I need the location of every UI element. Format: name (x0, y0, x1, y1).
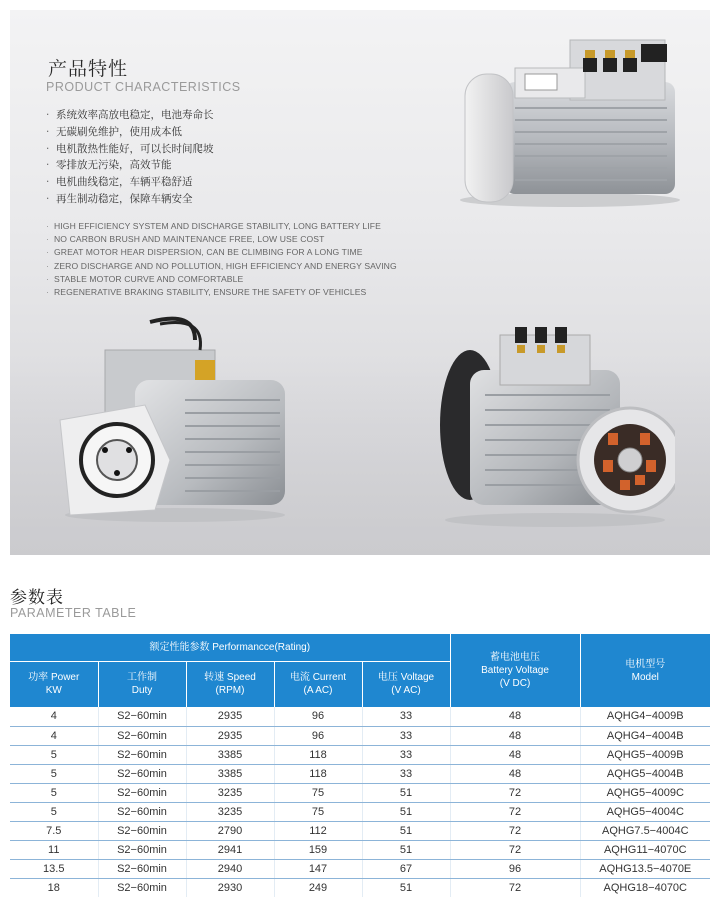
current-cell: 112 (274, 821, 362, 840)
battery-voltage-cell: 72 (450, 802, 580, 821)
speed-cell: 2935 (186, 707, 274, 726)
current-cell: 147 (274, 859, 362, 878)
speed-cell: 3385 (186, 764, 274, 783)
table-row (10, 859, 710, 878)
characteristics-title-en: PRODUCT CHARACTERISTICS (46, 80, 241, 94)
current-cell: 96 (274, 726, 362, 745)
voltage-cell: 33 (362, 726, 450, 745)
table-row (10, 802, 710, 821)
model-cell: AQHG13.5−4070E (580, 859, 710, 878)
table-row (10, 745, 710, 764)
speed-cell: 3385 (186, 745, 274, 764)
characteristic-en-item: · STABLE MOTOR CURVE AND COMFORTABLE (46, 273, 397, 286)
voltage-cell: 67 (362, 859, 450, 878)
current-cell: 249 (274, 878, 362, 897)
characteristic-cn-item: · 零排放无污染，高效节能 (46, 157, 214, 174)
duty-cell: S2−60min (98, 802, 186, 821)
product-hero-panel (10, 10, 710, 555)
power-cell: 13.5 (10, 859, 98, 878)
duty-cell: S2−60min (98, 745, 186, 764)
duty-cell: S2−60min (98, 764, 186, 783)
characteristic-cn-item: · 电机曲线稳定，车辆平稳舒适 (46, 174, 214, 191)
duty-column-header (98, 661, 186, 707)
table-row (10, 764, 710, 783)
model-cell: AQHG4−4004B (580, 726, 710, 745)
voltage-header-unit: (V AC) (391, 685, 421, 697)
speed-header-label: 转速 Speed (204, 672, 256, 684)
model-cell: AQHG5−4009C (580, 783, 710, 802)
motor-image-left (45, 310, 295, 525)
battery-voltage-header-en: Battery Voltage (481, 665, 549, 676)
model-cell: AQHG18−4070C (580, 878, 710, 897)
characteristic-cn-item: · 系统效率高放电稳定，电池寿命长 (46, 107, 214, 124)
duty-header-label: 工作制 (127, 672, 157, 684)
characteristic-cn-item: · 无碳刷免维护，使用成本低 (46, 124, 214, 141)
characteristics-title-cn: 产品特性 (48, 58, 129, 80)
speed-header-unit: (RPM) (215, 685, 245, 697)
speed-cell: 3235 (186, 802, 274, 821)
speed-cell: 2941 (186, 840, 274, 859)
duty-cell: S2−60min (98, 726, 186, 745)
duty-cell: S2−60min (98, 859, 186, 878)
battery-voltage-header (450, 634, 580, 707)
voltage-column-header (362, 661, 450, 707)
voltage-cell: 51 (362, 802, 450, 821)
characteristic-en-item: · NO CARBON BRUSH AND MAINTENANCE FREE, LOW USE COST (46, 233, 397, 246)
table-row (10, 726, 710, 745)
performance-group-header: 额定性能参数 Performancce(Rating) (10, 634, 450, 661)
model-cell: AQHG4−4009B (580, 707, 710, 726)
current-header-unit: (A AC) (303, 685, 333, 697)
battery-voltage-cell: 48 (450, 745, 580, 764)
current-cell: 118 (274, 745, 362, 764)
characteristic-en-item: · GREAT MOTOR HEAR DISPERSION, CAN BE CLIMBING FOR A LONG TIME (46, 246, 397, 259)
table-row (10, 840, 710, 859)
power-cell: 4 (10, 726, 98, 745)
table-row (10, 707, 710, 726)
model-header-cn: 电机型号 (625, 658, 666, 670)
battery-voltage-cell: 72 (450, 821, 580, 840)
characteristic-en-item: · ZERO DISCHARGE AND NO POLLUTION, HIGH EFFICIENCY AND ENERGY SAVING (46, 260, 397, 273)
power-header-label: 功率 Power (28, 672, 80, 684)
power-cell: 5 (10, 802, 98, 821)
power-cell: 4 (10, 707, 98, 726)
battery-voltage-cell: 72 (450, 840, 580, 859)
current-cell: 75 (274, 802, 362, 821)
voltage-cell: 51 (362, 783, 450, 802)
parameter-table-title-en: PARAMETER TABLE (10, 606, 137, 620)
power-cell: 5 (10, 764, 98, 783)
speed-cell: 3235 (186, 783, 274, 802)
characteristic-en-item: · REGENERATIVE BRAKING STABILITY, ENSURE THE SAFETY OF VEHICLES (46, 286, 397, 299)
speed-cell: 2790 (186, 821, 274, 840)
model-cell: AQHG5−4009B (580, 745, 710, 764)
parameter-table (10, 634, 710, 897)
battery-voltage-cell: 48 (450, 764, 580, 783)
parameter-table-title-cn: 参数表 (10, 588, 64, 608)
duty-cell: S2−60min (98, 840, 186, 859)
voltage-cell: 51 (362, 840, 450, 859)
table-row (10, 878, 710, 897)
parameter-table-body (10, 707, 710, 897)
duty-cell: S2−60min (98, 878, 186, 897)
power-header-unit: KW (45, 685, 62, 697)
battery-voltage-header-unit: (V DC) (499, 678, 531, 689)
model-cell: AQHG11−4070C (580, 840, 710, 859)
duty-header-unit: Duty (131, 685, 153, 697)
characteristics-list-cn (46, 107, 214, 208)
speed-cell: 2940 (186, 859, 274, 878)
current-cell: 118 (274, 764, 362, 783)
duty-cell: S2−60min (98, 783, 186, 802)
model-cell: AQHG5−4004B (580, 764, 710, 783)
battery-voltage-cell: 48 (450, 707, 580, 726)
characteristic-cn-item: · 再生制动稳定，保障车辆安全 (46, 191, 214, 208)
model-cell: AQHG7.5−4004C (580, 821, 710, 840)
power-column-header (10, 661, 98, 707)
voltage-cell: 51 (362, 821, 450, 840)
motor-image-top (445, 22, 685, 212)
table-row (10, 821, 710, 840)
speed-cell: 2935 (186, 726, 274, 745)
voltage-cell: 33 (362, 707, 450, 726)
battery-voltage-cell: 72 (450, 878, 580, 897)
battery-voltage-header-cn: 蓄电池电压 (490, 652, 541, 663)
speed-column-header (186, 661, 274, 707)
battery-voltage-cell: 96 (450, 859, 580, 878)
power-cell: 5 (10, 783, 98, 802)
power-cell: 7.5 (10, 821, 98, 840)
model-header (580, 634, 710, 707)
model-header-en: Model (631, 671, 659, 683)
table-row (10, 783, 710, 802)
motor-image-right (430, 315, 675, 530)
characteristics-list-en (46, 220, 397, 299)
power-cell: 11 (10, 840, 98, 859)
model-cell: AQHG5−4004C (580, 802, 710, 821)
current-cell: 159 (274, 840, 362, 859)
power-cell: 5 (10, 745, 98, 764)
voltage-header-label: 电压 Voltage (377, 672, 435, 684)
current-cell: 75 (274, 783, 362, 802)
power-cell: 18 (47, 881, 60, 894)
speed-cell: 2930 (186, 878, 274, 897)
voltage-cell: 33 (362, 745, 450, 764)
current-cell: 96 (274, 707, 362, 726)
duty-cell: S2−60min (98, 707, 186, 726)
battery-voltage-cell: 72 (450, 783, 580, 802)
battery-voltage-cell: 48 (450, 726, 580, 745)
duty-cell: S2−60min (98, 821, 186, 840)
characteristic-cn-item: · 电机散热性能好，可以长时间爬坡 (46, 141, 214, 158)
current-column-header (274, 661, 362, 707)
voltage-cell: 51 (362, 878, 450, 897)
current-header-label: 电流 Current (289, 672, 347, 684)
voltage-cell: 33 (362, 764, 450, 783)
characteristic-en-item: · HIGH EFFICIENCY SYSTEM AND DISCHARGE STABILITY, LONG BATTERY LIFE (46, 220, 397, 233)
